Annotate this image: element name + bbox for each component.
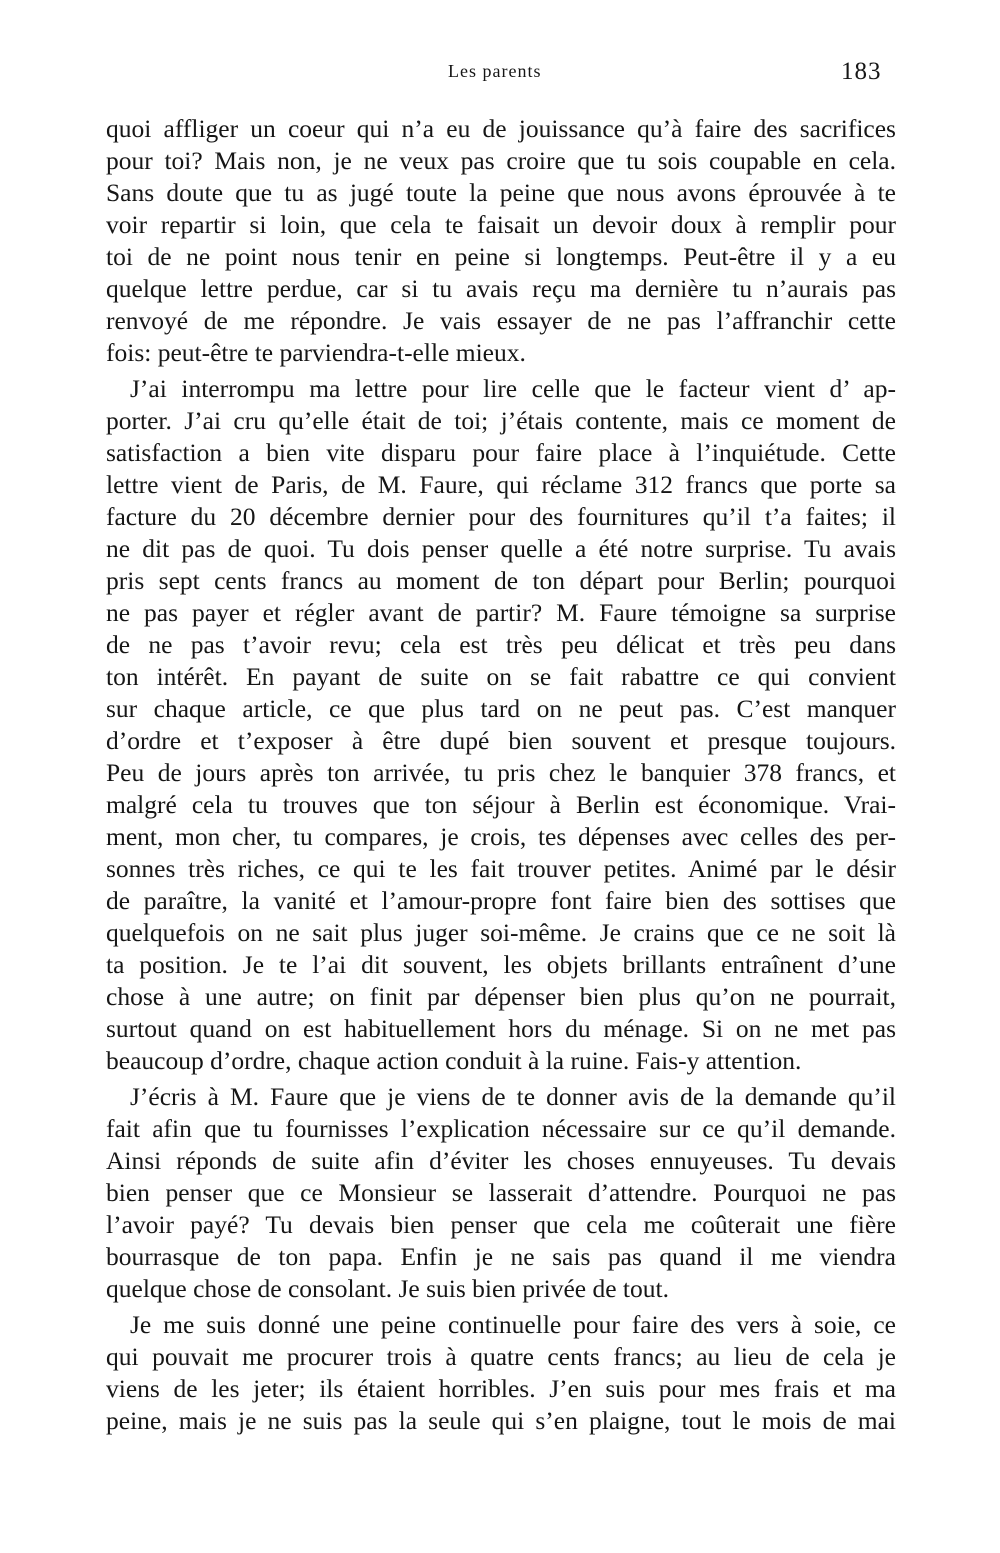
text-line: surtout quand on est habituellement hors du ménage. Si on ne met pas	[106, 1014, 896, 1043]
text-line: l’avoir payé? Tu devais bien penser que cela me coûterait une fière	[106, 1210, 896, 1239]
text-line: fait afin que tu fournisses l’explication nécessaire sur ce qu’il demande.	[106, 1114, 896, 1143]
text-line: ment, mon cher, tu compares, je crois, tes dépenses avec celles des per-	[106, 822, 896, 851]
text-line: porter. J’ai cru qu’elle était de toi; j’étais contente, mais ce moment de	[106, 406, 896, 435]
text-line: toi de ne point nous tenir en peine si longtemps. Peut-être il y a eu	[106, 242, 896, 271]
text-line: bien penser que ce Monsieur se lasserait d’attendre. Pourquoi ne pas	[106, 1178, 896, 1207]
text-line: facture du 20 décembre dernier pour des fournitures qu’il t’a faites; il	[106, 502, 896, 531]
running-header	[0, 58, 1000, 94]
text-line: sonnes très riches, ce qui te les fait trouver petites. Animé par le désir	[106, 854, 896, 883]
text-line: Sans doute que tu as jugé toute la peine que nous avons éprouvée à te	[106, 178, 896, 207]
text-line: ton intérêt. En payant de suite on se fait rabattre ce qui convient	[106, 662, 896, 691]
text-line: qui pouvait me procurer trois à quatre cents francs; au lieu de cela je	[106, 1342, 896, 1371]
text-line: de paraître, la vanité et l’amour-propre font faire bien des sottises que	[106, 886, 896, 915]
text-line: bourrasque de ton papa. Enfin je ne sais pas quand il me viendra	[106, 1242, 896, 1271]
paragraph-4	[106, 1309, 896, 1437]
text-line: J’écris à M. Faure que je viens de te donner avis de la demande qu’il	[130, 1082, 896, 1111]
text-line: Je me suis donné une peine continuelle pour faire des vers à soie, ce	[130, 1310, 896, 1339]
paragraph-3	[106, 1081, 896, 1305]
text-line: chose à une autre; on finit par dépenser bien plus qu’on ne pourrait,	[106, 982, 896, 1011]
text-line: quelque lettre perdue, car si tu avais reçu ma dernière tu n’aurais pas	[106, 274, 896, 303]
paragraph-1	[106, 113, 896, 369]
text-line: de ne pas t’avoir revu; cela est très peu délicat et très peu dans	[106, 630, 896, 659]
running-title: Les parents	[448, 61, 542, 81]
text-line: viens de les jeter; ils étaient horribles. J’en suis pour mes frais et ma	[106, 1374, 896, 1403]
text-line: fois: peut-être te parviendra-t-elle mieux.	[106, 338, 526, 367]
text-line: lettre vient de Paris, de M. Faure, qui réclame 312 francs que porte sa	[106, 470, 896, 499]
text-line: pris sept cents francs au moment de ton départ pour Berlin; pourquoi	[106, 566, 896, 595]
text-line: quelquefois on ne sait plus juger soi-même. Je crains que ce ne soit là	[106, 918, 896, 947]
body-text	[106, 113, 896, 1441]
text-line: quelque chose de consolant. Je suis bien privée de tout.	[106, 1274, 669, 1303]
text-line: ne pas payer et régler avant de partir? M. Faure témoigne sa surprise	[106, 598, 896, 627]
text-line: d’ordre et t’exposer à être dupé bien souvent et presque toujours.	[106, 726, 896, 755]
paragraph-2	[106, 373, 896, 1077]
text-line: satisfaction a bien vite disparu pour faire place à l’inquiétude. Cette	[106, 438, 896, 467]
text-line: pour toi? Mais non, je ne veux pas croire que tu sois coupable en cela.	[106, 146, 896, 175]
text-line: renvoyé de me répondre. Je vais essayer de ne pas l’affranchir cette	[106, 306, 896, 335]
text-line: voir repartir si loin, que cela te faisait un devoir doux à remplir pour	[106, 210, 896, 239]
text-line: quoi affliger un coeur qui n’a eu de jouissance qu’à faire des sacrifices	[106, 114, 896, 143]
text-line: Peu de jours après ton arrivée, tu pris chez le banquier 378 francs, et	[106, 758, 896, 787]
text-line: peine, mais je ne suis pas la seule qui s’en plaigne, tout le mois de mai	[106, 1406, 896, 1435]
text-line: ne dit pas de quoi. Tu dois penser quelle a été notre surprise. Tu avais	[106, 534, 896, 563]
text-line: sur chaque article, ce que plus tard on ne peut pas. C’est manquer	[106, 694, 896, 723]
text-line: malgré cela tu trouves que ton séjour à Berlin est économique. Vrai-	[106, 790, 896, 819]
text-line: J’ai interrompu ma lettre pour lire celle que le facteur vient d’ ap-	[130, 374, 896, 403]
text-line: ta position. Je te l’ai dit souvent, les objets brillants entraînent d’une	[106, 950, 896, 979]
page-number: 183	[841, 58, 882, 85]
text-line: beaucoup d’ordre, chaque action conduit à la ruine. Fais-y attention.	[106, 1046, 802, 1075]
text-line: Ainsi réponds de suite afin d’éviter les choses ennuyeuses. Tu devais	[106, 1146, 896, 1175]
